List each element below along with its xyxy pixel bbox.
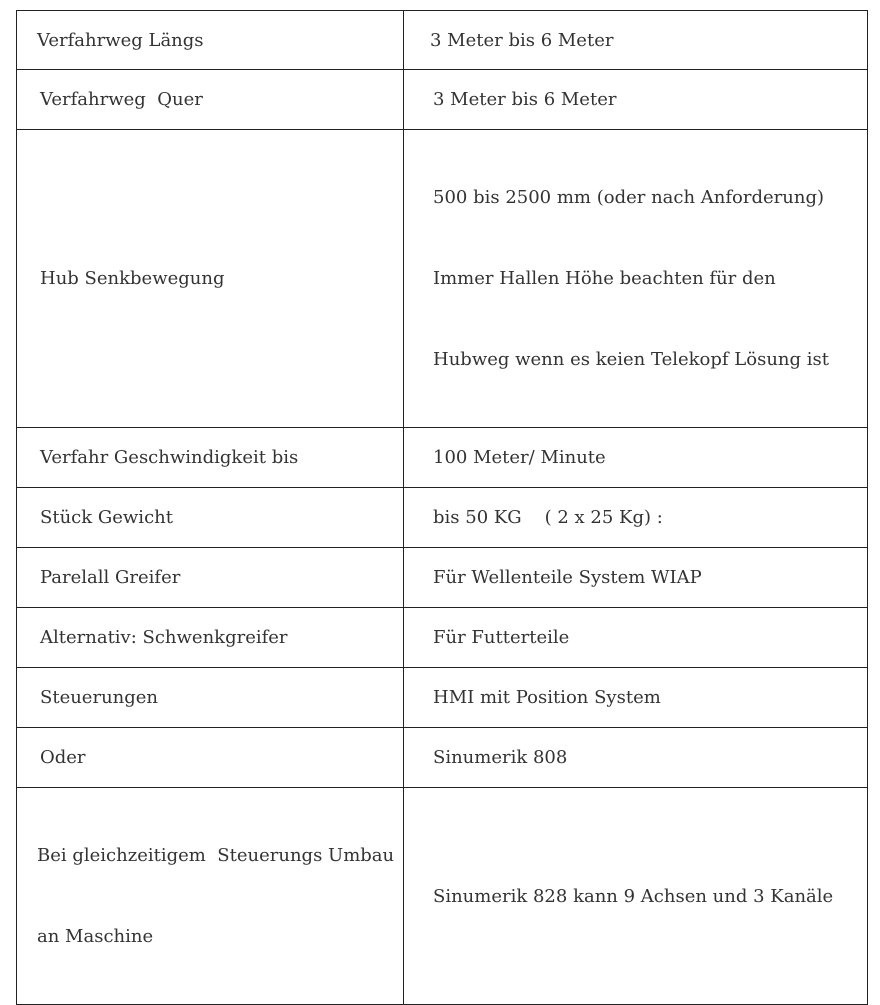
row-value: Sinumerik 808 [404, 728, 868, 788]
row-value: Für Futterteile [404, 608, 868, 668]
row-label: Parelall Greifer [17, 548, 404, 608]
table-row [17, 548, 868, 608]
row-label: Verfahrweg Quer [17, 70, 404, 130]
row-label: Verfahrweg Längs [17, 11, 404, 70]
row-value: 500 bis 2500 mm (oder nach Anforderung) Immer Hallen Höhe beachten für den Hubweg wenn es keien Telekopf Lösung ist [404, 130, 868, 428]
row-label: Oder [17, 728, 404, 788]
row-label: Hub Senkbewegung [17, 130, 404, 428]
row-value: bis 50 KG ( 2 x 25 Kg) : [404, 488, 868, 548]
row-label: Steuerungen [17, 668, 404, 728]
row-value: 100 Meter/ Minute [404, 428, 868, 488]
row-value: HMI mit Position System [404, 668, 868, 728]
table-row [17, 668, 868, 728]
table-row [17, 428, 868, 488]
table-row [17, 70, 868, 130]
table-row [17, 130, 868, 428]
table-row [17, 788, 868, 1005]
table-row [17, 608, 868, 668]
row-value: 3 Meter bis 6 Meter [404, 11, 868, 70]
spec-table [16, 10, 868, 1005]
row-label: Bei gleichzeitigem Steuerungs Umbau an Maschine [17, 788, 404, 1005]
row-label: Alternativ: Schwenkgreifer [17, 608, 404, 668]
row-label: Stück Gewicht [17, 488, 404, 548]
row-value: Sinumerik 828 kann 9 Achsen und 3 Kanäle [404, 788, 868, 1005]
row-label: Verfahr Geschwindigkeit bis [17, 428, 404, 488]
table-row [17, 488, 868, 548]
row-value: 3 Meter bis 6 Meter [404, 70, 868, 130]
table-row [17, 11, 868, 70]
table-row [17, 728, 868, 788]
row-value: Für Wellenteile System WIAP [404, 548, 868, 608]
